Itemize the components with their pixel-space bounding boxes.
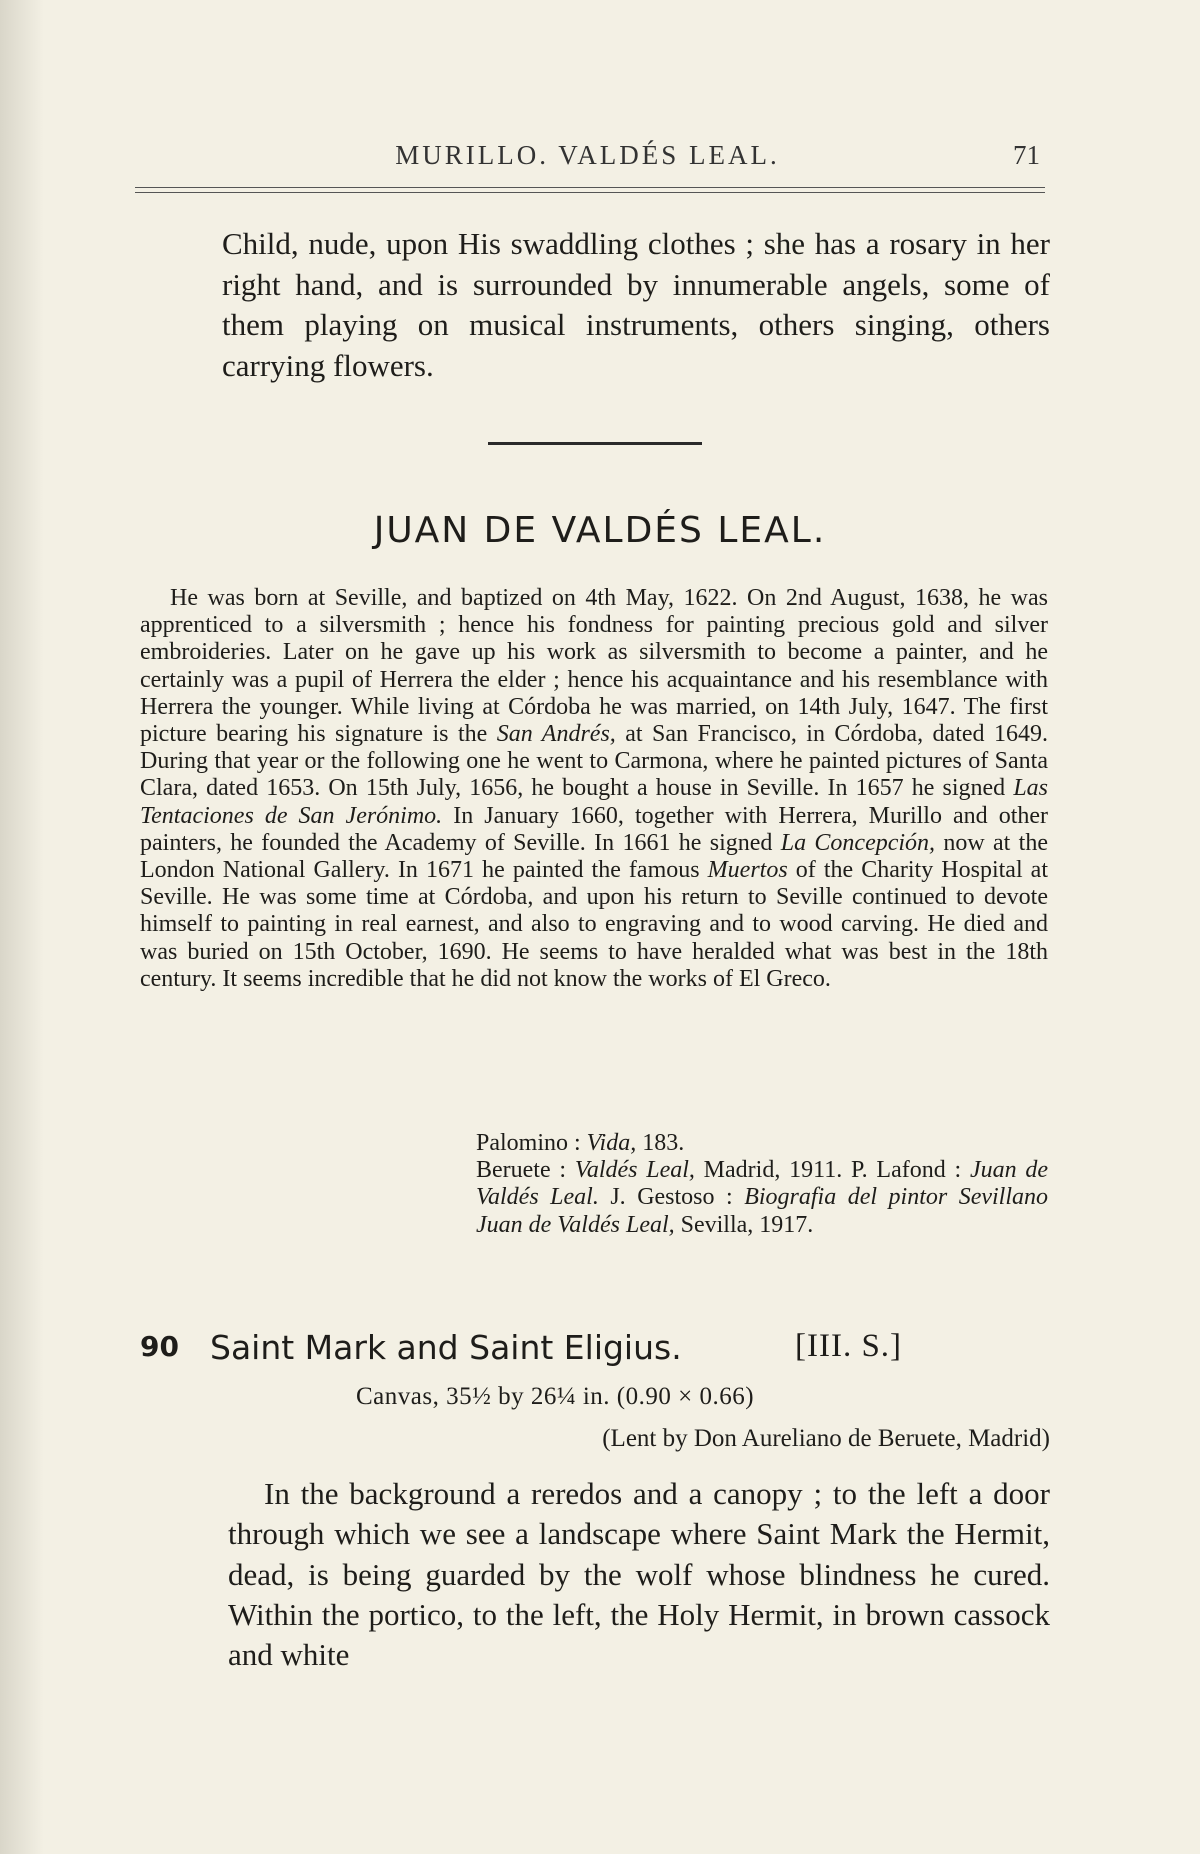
entry-series: [III. S.] [795, 1328, 903, 1364]
page-edge-shadow [0, 0, 44, 1854]
canvas-dimensions: Canvas, 35½ by 26¼ in. (0.90 × 0.66) [356, 1383, 755, 1410]
references [448, 1130, 1048, 1239]
bio-text-5: of the Charity Hospital at Seville. He was some time at Córdoba, and upon his return to Seville continued to devote himself to painting in real earnest, and also to engraving and to wood carving. He died and was buried on 15th October, 1690. He seems to have heralded what was best in the 18th century. It seems incredible that he did not know the works of El Greco. [140, 857, 1049, 992]
intro-paragraph: Child, nude, upon His swaddling clothes ; she has a rosary in her right hand, and is surrounded by innumerable angels, some of them playing on musical instruments, others singing, others carrying flowers. [222, 226, 1050, 383]
entry-number: 90 [140, 1330, 179, 1363]
section-divider [488, 442, 702, 445]
fraction: ½ [472, 1383, 492, 1410]
catalogue-entry-heading [140, 1328, 1050, 1372]
entry-title: Saint Mark and Saint Eligius. [210, 1328, 682, 1367]
reference-2: Beruete : Valdés Leal, Madrid, 1911. P. Lafond : Juan de Valdés Leal. J. Gestoso : Biografia del pintor Sevillano Juan de Valdés Leal, Sevilla, 1917. [476, 1157, 1049, 1238]
bio-text-3: In January 1660, together with Herrera, Murillo and other painters, he founded the Academy of Seville. In 1661 he signed [140, 802, 1048, 856]
bio-italic-2: Las Tentaciones de San Jerónimo. [140, 775, 1048, 829]
fraction: ¼ [556, 1383, 577, 1410]
bio-italic-4: Muertos [707, 857, 788, 884]
entry-description: In the background a reredos and a canopy ; to the left a door through which we see a landscape where Saint Mark the Hermit, dead, is being guarded by the wolf whose blindness he cured. Within the portico, to the left, the Holy Hermit, in brown cassock and white [228, 1476, 1050, 1673]
bio-italic-3: La Concepción, [780, 829, 936, 856]
reference-1: Palomino : Vida, 183. [476, 1130, 685, 1156]
bio-italic-1: San Andrés, [496, 721, 616, 748]
section-title: JUAN DE VALDÉS LEAL. [373, 510, 827, 551]
bio-text-4: now at the London National Gallery. In 1671 he painted the famous [140, 829, 1048, 884]
page-number: 71 [1013, 140, 1040, 170]
running-head: MURILLO. VALDÉS LEAL. [395, 140, 780, 170]
bio-text-2: at San Francisco, in Córdoba, dated 1649. During that year or the following one he went to Carmona, where he painted pictures of Santa Clara, dated 1653. On 15th July, 1656, he bought a house in Seville. In 1657 he signed [140, 721, 1049, 802]
header-rule [135, 187, 1045, 193]
biography-paragraph [140, 585, 1048, 993]
lender-credit: (Lent by Don Aureliano de Beruete, Madrid) [602, 1425, 1050, 1452]
bio-text-1: He was born at Seville, and baptized on 4th May, 1622. On 2nd August, 1638, he was apprenticed to a silversmith ; hence his fondness for painting precious gold and silver embroideries. Later on he gave up his work as silversmith to become a painter, and he certainly was a pupil of Herrera the elder ; hence his acquaintance and his resemblance with Herrera the younger. While living at Córdoba he was married, on 14th July, 1647. The first picture bearing his signature is the [140, 585, 1048, 748]
page-header [135, 140, 1040, 180]
